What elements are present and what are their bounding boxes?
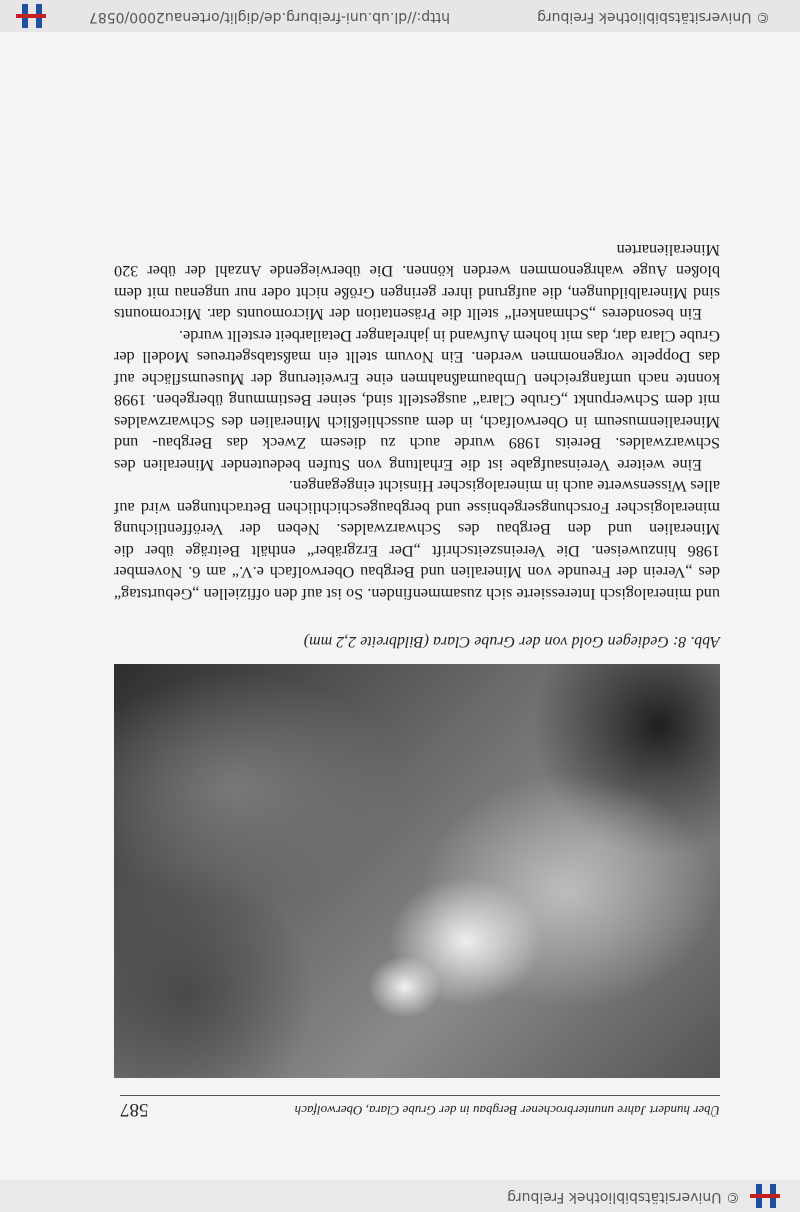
source-bar — [0, 1180, 800, 1212]
figure-caption: Abb. 8: Gediegen Gold von der Grube Clara (Bildbreite 2,2 mm) — [303, 633, 720, 650]
page-number: 587 — [120, 1099, 149, 1120]
source-url[interactable]: http://dl.ub.uni-freiburg.de/diglit/ortenau2000/0587 — [88, 9, 450, 25]
paragraph: Ein besonderes „Schmankerl“ stellt die Präsentation der Micromounts dar. Micromounts sind Mineralbildungen, die aufgrund ihrer geringen Größe nicht oder nur ungenau mit dem bloßen Auge wahrgenommen werden können. Die überwiegende Anzahl der über 320 Mineralienarten — [114, 241, 720, 324]
paragraph: Eine weitere Vereinsaufgabe ist die Erhaltung von Stufen bedeutender Mineralien des Schwarzwaldes. Bereits 1989 wurde auch zu diesem Zweck das Bergbau- und Mineralienmuseum in Oberwolfach, in dem ausschließlich Mineralien des Schwarzwaldes mit dem Schwerpunkt „Grube Clara“ ausgestellt sind, seiner Bestimmung übergeben. 1998 konnte nach umfangreichen Umbaumaßnahmen eine Erweiterung der Museumsfläche auf das Doppelte vorgenommen werden. Ein Novum stellt ein maßstabsgetreues Modell der Grube Clara dar, das mit hohem Aufwand in jahrelanger Detailarbeit erstellt wurde. — [114, 327, 720, 474]
university-logo — [750, 1184, 780, 1208]
source-copyright: © Universitätsbibliothek Freiburg — [507, 1189, 740, 1205]
paragraph: und mineralogisch Interessierte sich zusammenfinden. So ist auf den offiziellen „Geburtstag“ des „Verein der Freunde von Mineralien und Bergbau Oberwolfach e.V.“ am 6. November 1986 hinzuweisen. Die Vereinszeitschrift „Der Erzgräber“ enthält Beiträge über die Mineralien und den Bergbau des Schwarzwaldes. Neben der Veröffentlichung mineralogischer Forschungsergebnisse und bergbaugeschichtlichen Betrachtungen wird auf alles Wissenswerte auch in mineralogischer Hinsicht eingegangen. — [114, 477, 720, 603]
university-logo-bottom — [16, 4, 46, 28]
running-title: Über hundert Jahre ununterbrochener Bergbau in der Grube Clara, Oberwolfach — [294, 1103, 720, 1118]
body-text — [114, 239, 720, 605]
bottom-copyright: © Universitätsbibliothek Freiburg — [537, 9, 770, 25]
gold-photo — [114, 664, 720, 1078]
bottom-bar — [0, 0, 800, 32]
running-header — [120, 1095, 720, 1120]
